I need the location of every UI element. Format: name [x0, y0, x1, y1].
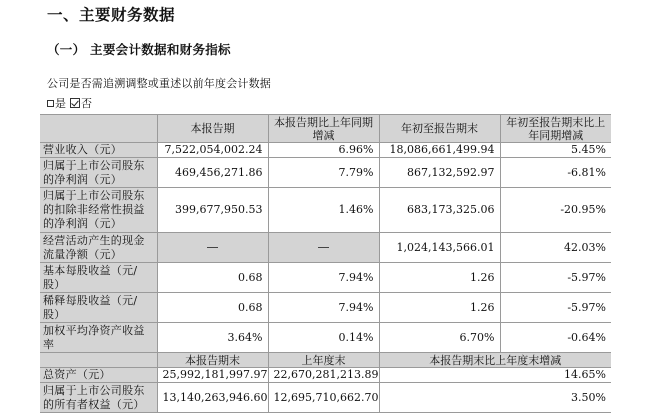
row-label: 基本每股收益（元/股） [40, 263, 157, 293]
table-header-row [40, 115, 611, 143]
header-prev-year-end: 上年度末 [268, 353, 379, 368]
header-current-change: 本报告期比上年同期增减 [268, 115, 379, 143]
header-ytd: 年初至报告期末 [379, 115, 500, 143]
row-label: 归属于上市公司股东的净利润（元） [40, 158, 157, 188]
cell-current-change: 0.14% [268, 323, 379, 353]
cell-ytd-change: -5.97% [500, 263, 611, 293]
cell-ytd-change: -6.81% [500, 158, 611, 188]
cell-ytd-change: -5.97% [500, 293, 611, 323]
cell-current-change: 1.46% [268, 188, 379, 233]
cell-ytd-change: -0.64% [500, 323, 611, 353]
cell-current: 0.68 [157, 293, 268, 323]
row-label: 总资产（元） [40, 368, 157, 383]
restatement-options [47, 95, 92, 111]
header-blank [40, 353, 157, 368]
row-label: 加权平均净资产收益率 [40, 323, 157, 353]
cell-current-change: 7.94% [268, 293, 379, 323]
table-row [40, 293, 611, 323]
row-label: 稀释每股收益（元/股） [40, 293, 157, 323]
row-label: 归属于上市公司股东的所有者权益（元） [40, 383, 157, 413]
cell-ytd: 6.70% [379, 323, 500, 353]
cell-ytd: 1.26 [379, 293, 500, 323]
cell-current: 469,456,271.86 [157, 158, 268, 188]
table-header-row-2 [40, 353, 611, 368]
cell-change: 3.50% [379, 383, 611, 413]
cell-current-change: 7.94% [268, 263, 379, 293]
cell-period-end: 13,140,263,946.60 [157, 383, 268, 413]
header-period-end: 本报告期末 [157, 353, 268, 368]
table-row [40, 323, 611, 353]
table-row [40, 383, 611, 413]
header-current-period: 本报告期 [157, 115, 268, 143]
table-row [40, 233, 611, 263]
cell-ytd: 1.26 [379, 263, 500, 293]
cell-change: 14.65% [379, 368, 611, 383]
cell-current: 3.64% [157, 323, 268, 353]
cell-current-na [157, 233, 268, 263]
cell-ytd-change: -20.95% [500, 188, 611, 233]
cell-ytd: 683,173,325.06 [379, 188, 500, 233]
header-blank [40, 115, 157, 143]
table-row [40, 188, 611, 233]
table-row [40, 263, 611, 293]
cell-period-end: 25,992,181,997.97 [157, 368, 268, 383]
dash-icon [207, 247, 218, 248]
cell-current: 399,677,950.53 [157, 188, 268, 233]
section-heading: 一、主要财务数据 [47, 6, 176, 24]
row-label: 经营活动产生的现金流量净额（元） [40, 233, 157, 263]
header-ytd-change: 年初至报告期末比上年同期增减 [500, 115, 611, 143]
table-row [40, 158, 611, 188]
table-row [40, 368, 611, 383]
cell-current: 7,522,054,002.24 [157, 143, 268, 158]
option-no-label: 否 [81, 97, 92, 110]
cell-ytd-change: 42.03% [500, 233, 611, 263]
subsection-heading: （一） 主要会计数据和财务指标 [47, 42, 231, 57]
header-change-vs-prev-year-end: 本报告期末比上年度末增减 [379, 353, 611, 368]
restatement-question: 公司是否需追溯调整或重述以前年度会计数据 [47, 77, 271, 90]
cell-current-change: 7.79% [268, 158, 379, 188]
cell-current-change: 6.96% [268, 143, 379, 158]
cell-ytd-change: 5.45% [500, 143, 611, 158]
cell-current-change-na [268, 233, 379, 263]
dash-icon [318, 247, 329, 248]
cell-current: 0.68 [157, 263, 268, 293]
cell-prev-year-end: 12,695,710,662.70 [268, 383, 379, 413]
cell-ytd: 867,132,592.97 [379, 158, 500, 188]
checkbox-yes-icon[interactable] [47, 100, 54, 107]
financial-data-table [40, 114, 611, 413]
table-row [40, 143, 611, 158]
cell-ytd: 1,024,143,566.01 [379, 233, 500, 263]
cell-prev-year-end: 22,670,281,213.89 [268, 368, 379, 383]
option-yes-label: 是 [55, 97, 66, 110]
checkbox-no-checked-icon[interactable] [70, 98, 80, 108]
row-label: 营业收入（元） [40, 143, 157, 158]
cell-ytd: 18,086,661,499.94 [379, 143, 500, 158]
row-label: 归属于上市公司股东的扣除非经常性损益的净利润（元） [40, 188, 157, 233]
